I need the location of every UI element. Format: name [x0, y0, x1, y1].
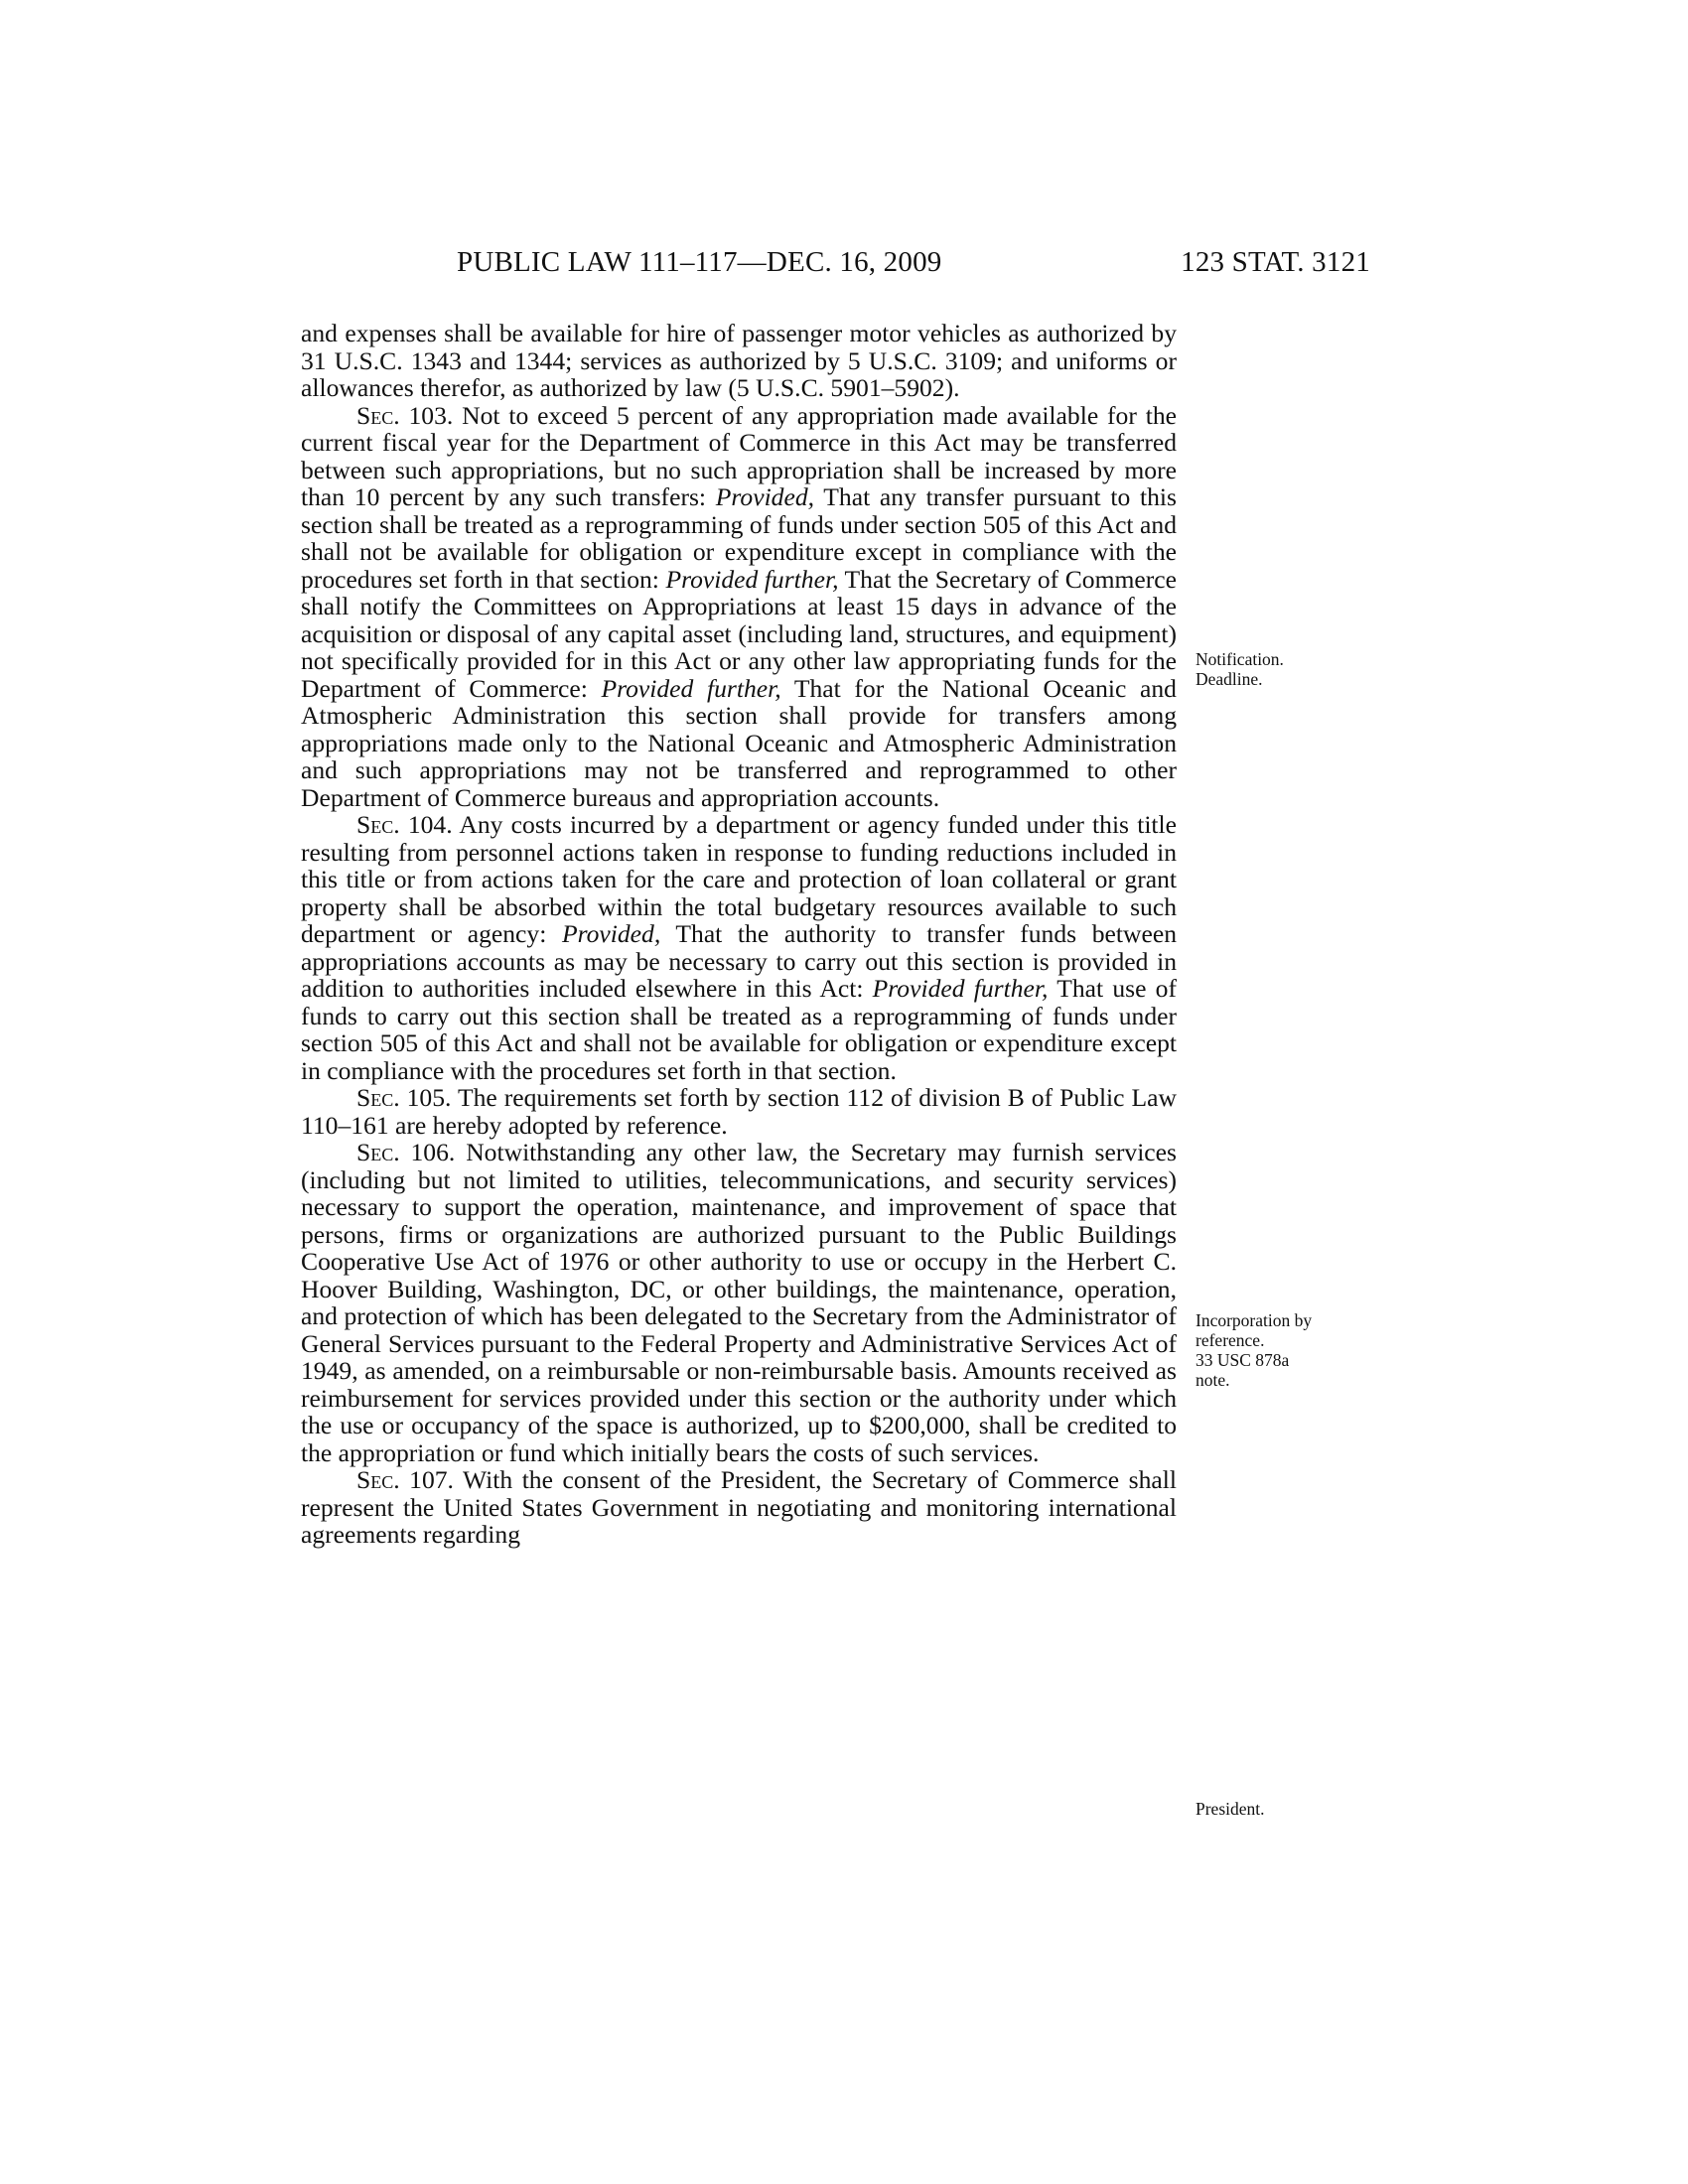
section-105: Sec. 105. The requirements set forth by section 112 of division B of Public Law 110–161 are hereby adopted by reference. [301, 1083, 1177, 1140]
section-103: Sec. 103. Not to exceed 5 percent of any appropriation made available for the current fiscal year for the Department of Commerce in this Act may be transferred between such appropriations, but no such appropriation shall be increased by more than 10 percent by any such transfers: Provided, That any transfer pursuant to this section shall be treated as a reprogramming of funds under section 505 of this Act and shall not be available for obligation or expenditure except in compliance with the procedures set forth in that section: Provided further, That the Secretary of Commerce shall notify the Committees on Appropriations at least 15 days in advance of the acquisition or disposal of any capital asset (including land, structures, and equipment) not specifically provided for in this Act or any other law appropriating funds for the Department of Commerce: Provided further, That for the National Oceanic and Atmospheric Administration this section shall provide for transfers among appropriations made only to the National Oceanic and Atmospheric Administration and such appropriations may not be transferred and reprogrammed to other Department of Commerce bureaus and appropriation accounts. [301, 400, 1177, 812]
running-header [457, 246, 1370, 286]
section-label: Sec. 105. [356, 1083, 452, 1112]
header-stat-page: 123 STAT. 3121 [1181, 246, 1370, 278]
section-label: Sec. 107. [356, 1465, 454, 1494]
body-text [301, 320, 1177, 1549]
header-title: PUBLIC LAW 111–117—DEC. 16, 2009 [457, 246, 942, 278]
paragraph-continued: and expenses shall be available for hire of passenger motor vehicles as authorized by 31 U.S.C. 1343 and 1344; services as authorized by 5 U.S.C. 3109; and uniforms or allowances therefor, as authorized by law (5 U.S.C. 5901–5902). [301, 319, 1177, 402]
section-104: Sec. 104. Any costs incurred by a department or agency funded under this title resulting from personnel actions taken in response to funding reductions included in this title or from actions taken for the care and protection of loan collateral or grant property shall be absorbed within the total budgetary resources available to such department or agency: Provided, That the authority to transfer funds between appropriations accounts as may be necessary to carry out this section is provided in addition to authorities included elsewhere in this Act: Provided further, That use of funds to carry out this section shall be treated as a reprogramming of funds under section 505 of this Act and shall not be available for obligation or expenditure except in compliance with the procedures set forth in that section. [301, 810, 1178, 1085]
margin-note-incorporation: Incorporation by reference. 33 USC 878a note. [1196, 1310, 1313, 1390]
section-106: Sec. 106. Notwithstanding any other law, the Secretary may furnish services (including but not limited to utilities, telecommunications, and security services) necessary to support the operation, maintenance, and improvement of space that persons, firms or organizations are authorized pursuant to the Public Buildings Cooperative Use Act of 1976 or other authority to use or occupy in the Herbert C. Hoover Building, Washington, DC, or other buildings, the maintenance, operation, and protection of which has been delegated to the Secretary from the Administrator of General Services pursuant to the Federal Property and Administrative Services Act of 1949, as amended, on a reimbursable or non-reimbursable basis. Amounts received as reimbursement for services provided under this section or the authority under which the use or occupancy of the space is authorized, up to $200,000, shall be credited to the appropriation or fund which initially bears the costs of such services. [301, 1138, 1177, 1467]
margin-note-president: President. [1196, 1799, 1265, 1819]
section-label: Sec. 104. [356, 810, 453, 839]
section-label: Sec. 103. [356, 400, 454, 430]
section-107: Sec. 107. With the consent of the President, the Secretary of Commerce shall represent the United States Government in negotiating and monitoring international agreements regarding [301, 1465, 1177, 1549]
section-label: Sec. 106. [356, 1138, 456, 1166]
margin-note-notification: Notification. Deadline. [1196, 649, 1284, 689]
